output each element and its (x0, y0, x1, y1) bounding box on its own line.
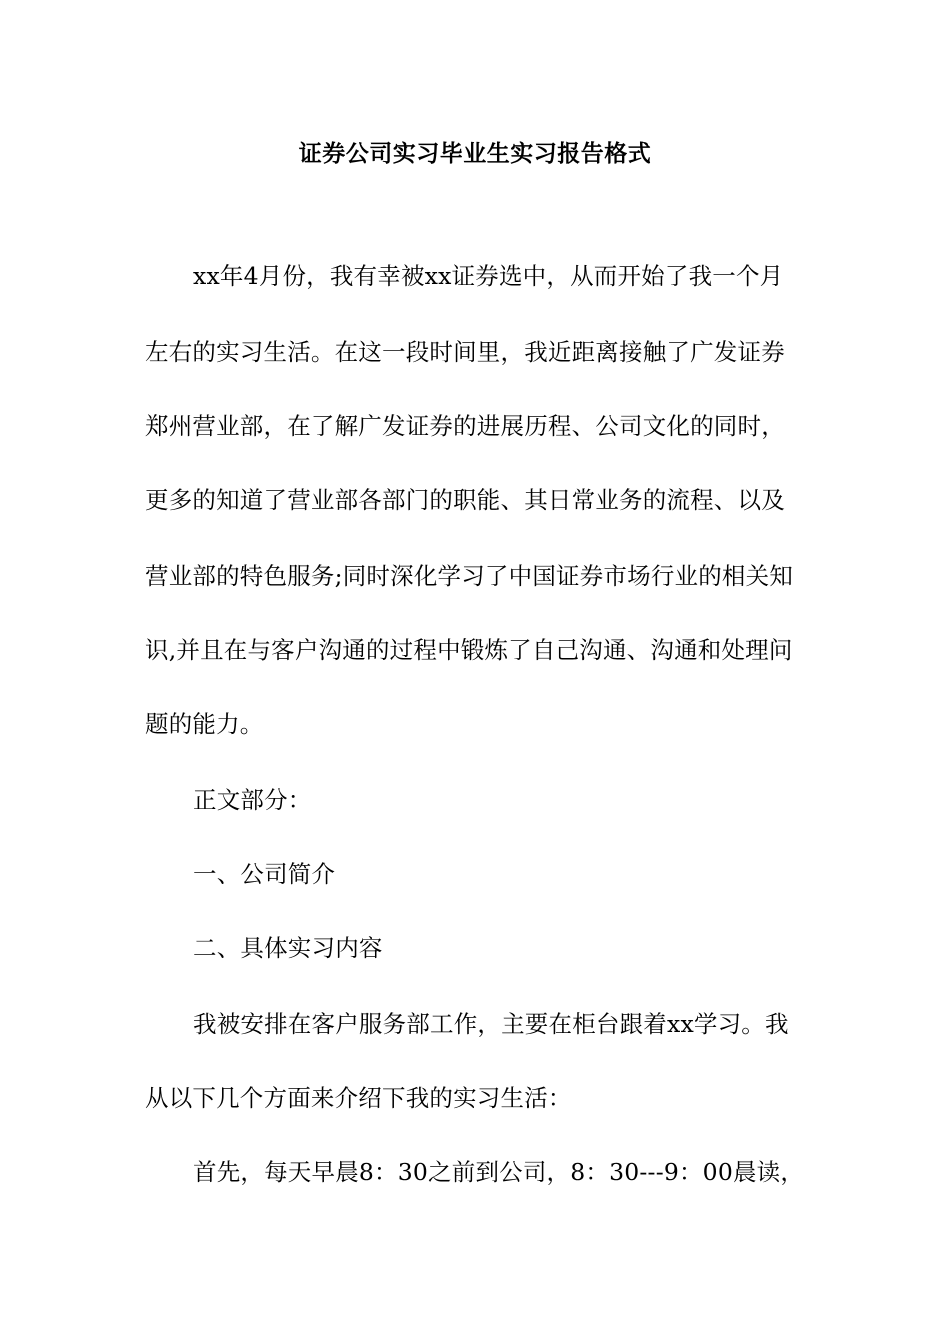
paragraph-line: 左右的实习生活。在这一段时间里，我近距离接触了广发证券 (145, 338, 785, 366)
paragraph-line: 更多的知道了营业部各部门的职能、其日常业务的流程、以及 (145, 486, 785, 514)
paragraph-line: 营业部的特色服务;同时深化学习了中国证券市场行业的相关知 (145, 562, 794, 590)
paragraph-line: 识,并且在与客户沟通的过程中锻炼了自己沟通、沟通和处理问 (145, 636, 793, 664)
paragraph-line: 题的能力。 (145, 710, 264, 738)
paragraph-line: 我被安排在客户服务部工作，主要在柜台跟着xx学习。我 (193, 1010, 789, 1038)
paragraph-line: 从以下几个方面来介绍下我的实习生活： (145, 1084, 572, 1112)
document-title: 证券公司实习毕业生实习报告格式 (298, 140, 652, 167)
paragraph-line: xx年4月份，我有幸被xx证券选中，从而开始了我一个月 (193, 262, 784, 290)
paragraph-line: 郑州营业部，在了解广发证券的进展历程、公司文化的同时， (145, 412, 785, 440)
section-heading: 一、公司简介 (193, 860, 336, 888)
section-label: 正文部分： (193, 786, 312, 814)
paragraph-line: 首先，每天早晨8：30之前到公司，8：30---9：00晨读， (193, 1158, 805, 1186)
section-heading: 二、具体实习内容 (193, 934, 383, 962)
